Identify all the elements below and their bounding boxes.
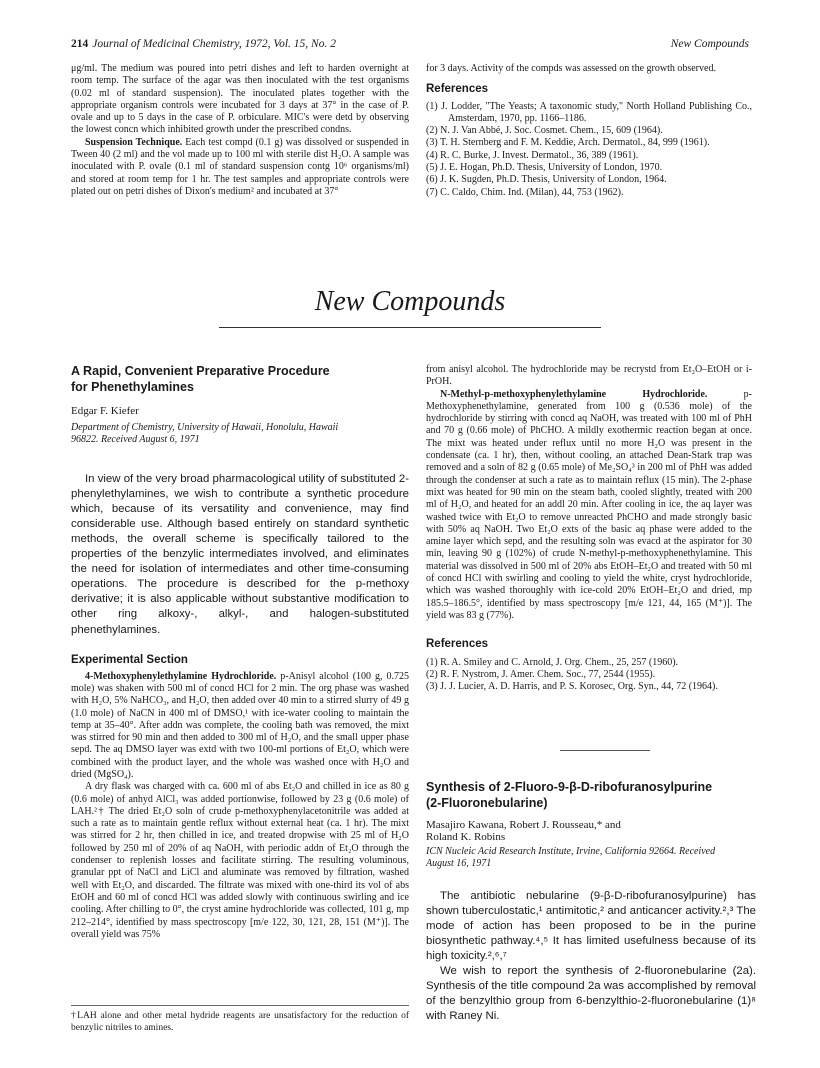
article2-lead-paragraph-2: We wish to report the synthesis of 2-fluoronebularine (2a). Synthesis of the title compound 2a was accomplished by removal of the benzylthio group from 6-benzylthio-2-fluoronebularine (1)⁸ with Raney Ni. <box>426 965 756 1023</box>
journal-citation: Journal of Medicinal Chemistry, 1972, Vol. 15, No. 2 <box>92 38 336 50</box>
paragraph: for 3 days. Activity of the compds was assessed on the growth observed. <box>426 63 716 74</box>
references-heading: References <box>426 83 489 96</box>
paragraph-text: p-Methoxyphenethylamine, generated from 100 g (0.536 mole) of the hydrochloride by stirring with concd aq NaOH, was treated with 100 ml of PhH and 70 g (0.66 mole) of PhCHO. A mildly exothermic reaction began at once. The mixt was heated under reflux until no more H₂O was present in the condensate (ca. 1 hr), then, without cooling, an attached Dean-Stark trap was removed and a soln of 82 g (0.65 mole) of Me₂SO₄³ in 200 ml of PhH was added through the condenser at such a rate as to maintain reflux (15 min). The 2-phase mixt was heated for 90 min on the steam bath, cooled slightly, treated with 200 ml of H₂O, and heated for an addl 20 min. After cooling in ice, the aq layer was washed twice with Et₂O to remove unreacted PhCHO and made strongly basic with 50% aq NaOH. Two Et₂O exts of the basic aq phase were added to the amine layer which sepd, and the resulting soln was evacd at the aspirator for 30 min, leaving 90 g (102%) of crude N-methyl-p-methoxyphenethylamine. This material was dissolved in 500 ml of 20% abs EtOH–Et₂O and treated with 50 ml of concd HCl with swirling and cooling to yield the white, cryst hydrochloride, which was washed thoroughly with ice-cold 20% EtOH–Et₂O and dried, mp 185.5–186.5°, identified by mass spectroscopy [m/e 121, 44, 165 (M⁺)]. The yield was 83 g (77%). <box>426 388 752 621</box>
article1-lead-paragraph: In view of the very broad pharmacological utility of substituted 2-phenylethylamines, we wish to contribute a synthetic procedure which, because of its versatility and convenience, may find considerable use. Although based entirely on standard synthetic methods, the overall scheme is specifically tailored to the properties of the benzylic intermediates involved, and eliminates the need for isolation of intermediates and other time-consuming operations. The procedure is described for the p-methoxy derivative; it is also applicable without substantive modification to other ring alkoxy-, alkyl-, and halogen-substituted phenethylamines. <box>71 472 409 636</box>
reference-item: (7) C. Caldo, Chim. Ind. (Milan), 44, 753 (1962). <box>426 186 624 198</box>
top-left-column <box>71 63 409 198</box>
paragraph: μg/ml. The medium was poured into petri dishes and left to harden overnight at room temp. The surface of the agar was then inoculated with the test organisms (0.02 ml of standard suspension). The inoculated plates together with the appropriate organism controls were incubated for 3 days at 37° in the case of P. ovale and up to 5 days in the case of P. orbiculare. MIC's were detd by observing the lowest concn which inhibited growth under the prescribed condns. <box>71 63 409 136</box>
article2-authors-line1: Masajiro Kawana, Robert J. Rousseau,* and <box>426 819 621 831</box>
article1-affiliation: Department of Chemistry, University of Hawaii, Honolulu, Hawaii 96822. Received August 6, 1971 <box>71 422 339 446</box>
paragraph: from anisyl alcohol. The hydrochloride may be recrystd from Et₂O–EtOH or i-PrOH. <box>426 364 752 388</box>
reference-item: (2) R. F. Nystrom, J. Amer. Chem. Soc., 77, 2544 (1955). <box>426 668 656 680</box>
paragraph-text: Each test compd (0.1 g) was dissolved or suspended in Tween 40 (2 ml) and the vol made up to 100 ml with sterile dist H₂O. A sample was inoculated with P. ovale (0.1 ml of standard suspension contg 10⁶ organisms/ml) and stored at room temp for 1 hr. The test samples and appropriate controls were plated out on petri dishes of Dixon's medium² and incubated at 37° <box>71 136 409 197</box>
experimental-heading: Experimental Section <box>71 653 188 666</box>
reference-item: (2) N. J. Van Abbé, J. Soc. Cosmet. Chem., 15, 609 (1964). <box>426 125 663 137</box>
article2-lead-paragraph: The antibiotic nebularine (9-β-D-ribofuranosylpurine) has shown tuberculostatic,¹ antimitotic,² and anticancer activity.²,³ The mode of action has been proposed to be in the purine biosynthetic pathway.⁴,⁵ It has limited usefulness because of its high toxicity.²,⁶,⁷ <box>426 889 756 962</box>
paragraph <box>426 389 752 623</box>
paragraph <box>71 671 409 782</box>
running-header-section: New Compounds <box>670 38 749 50</box>
article1-right-column <box>426 364 752 693</box>
experimental-body <box>71 671 409 942</box>
article2-affiliation: ICN Nucleic Acid Research Institute, Irvine, California 92664. Received August 16, 1971 <box>426 846 716 870</box>
article2-title-line1: Synthesis of 2-Fluoro-9-β-D-ribofuranosylpurine <box>426 780 713 794</box>
references-heading: References <box>426 638 489 651</box>
reference-item: (3) T. H. Sternberg and F. M. Keddie, Arch. Dermatol., 84, 999 (1961). <box>426 137 710 149</box>
article2-authors-line2: Roland K. Robins <box>426 831 506 843</box>
section-rule <box>219 327 601 328</box>
article1-title-line1: A Rapid, Convenient Preparative Procedure <box>71 364 330 378</box>
reference-item: (1) J. Lodder, "The Yeasts; A taxonomic study," North Holland Publishing Co., Amsterdam, 1970, pp. 1166–1186. <box>426 100 752 124</box>
reference-item: (3) J. J. Lucier, A. D. Harris, and P. S. Korosec, Org. Syn., 44, 72 (1964). <box>426 681 718 693</box>
paragraph-text: p-Anisyl alcohol (100 g, 0.725 mole) was shaken with 500 ml of concd HCl for 2 min. The org phase was washed with H₂O, 5% NaHCO₃, and H₂O, then added over 40 min to a stirred slurry of 49 g (1.0 mole) of NaCN in 400 ml of DMSO,¹ with ice-water cooling to maintain the temp at 35–40°. After addn was complete, the cooling bath was removed, the mixt was stirred for 90 min and then added to 300 ml of H₂O, and the small upper phase sepd. The aq DMSO layer was extd with two 100-ml portions of Et₂O, which were combined with the product layer, and the whole was washed once with H₂O and dried (MgSO₄). <box>71 670 409 780</box>
paragraph: A dry flask was charged with ca. 600 ml of abs Et₂O and chilled in ice as 80 g (0.6 mole) of anhyd AlCl₃ was added portionwise, followed by 23 g (0.6 mole) of LAH.²† The dried Et₂O soln of crude p-methoxyphenylacetonitrile was added at such a rate as to maintain gentle reflux without external heat (ca. 1 hr). The mixt was stirred for 2 hr, then chilled in ice, and treated dropwise with 25 ml of H₂O followed by 250 ml of 20% of aq NaOH, with periodic addn of Et₂O through the condenser to replenish losses and facilitate stirring. The resulting voluminous, granular ppt of NaCl and LiCl and aluminate was removed by filtration, washed well with Et₂O, and discarded. The filtrate was mixed with one-third its vol of abs EtOH and 60 ml of concd HCl was added slowly with continuous swirling and ice cooling. After chilling to 0°, the cryst amine hydrochloride was collected, 101 g, mp 212–214°, identified by mass spectroscopy [m/e 122, 30, 121, 28, 151 (M⁺)]. The overall yield was 75% <box>71 781 409 940</box>
article2-title-line2: (2-Fluoronebularine) <box>426 796 548 810</box>
reference-item: (1) R. A. Smiley and C. Arnold, J. Org. Chem., 25, 257 (1960). <box>426 656 679 668</box>
article1-title-line2: for Phenethylamines <box>71 380 194 394</box>
footnote-rule <box>71 1005 409 1006</box>
article-separator <box>560 750 650 751</box>
article1-author: Edgar F. Kiefer <box>71 405 139 417</box>
page-number: 214 <box>71 38 89 50</box>
run-in-heading: N-Methyl-p-methoxyphenylethylamine Hydrochloride. <box>440 388 708 400</box>
running-header-left <box>71 38 336 50</box>
reference-item: (4) R. C. Burke, J. Invest. Dermatol., 36, 389 (1961). <box>426 149 639 161</box>
run-in-heading: 4-Methoxyphenylethylamine Hydrochloride. <box>85 670 277 682</box>
reference-item: (5) J. E. Hogan, Ph.D. Thesis, University of London, 1970. <box>426 162 663 174</box>
reference-item: (6) J. K. Sugden, Ph.D. Thesis, University of London, 1964. <box>426 174 667 186</box>
top-right-column <box>426 63 752 199</box>
article2-column <box>426 779 756 1024</box>
run-in-heading: Suspension Technique. <box>85 136 183 148</box>
section-title: New Compounds <box>314 286 506 317</box>
footnote: †LAH alone and other metal hydride reagents are unsatisfactory for the reduction of benzylic nitriles to amines. <box>71 1011 409 1033</box>
paragraph <box>71 137 409 198</box>
article1-left-column <box>71 363 409 941</box>
